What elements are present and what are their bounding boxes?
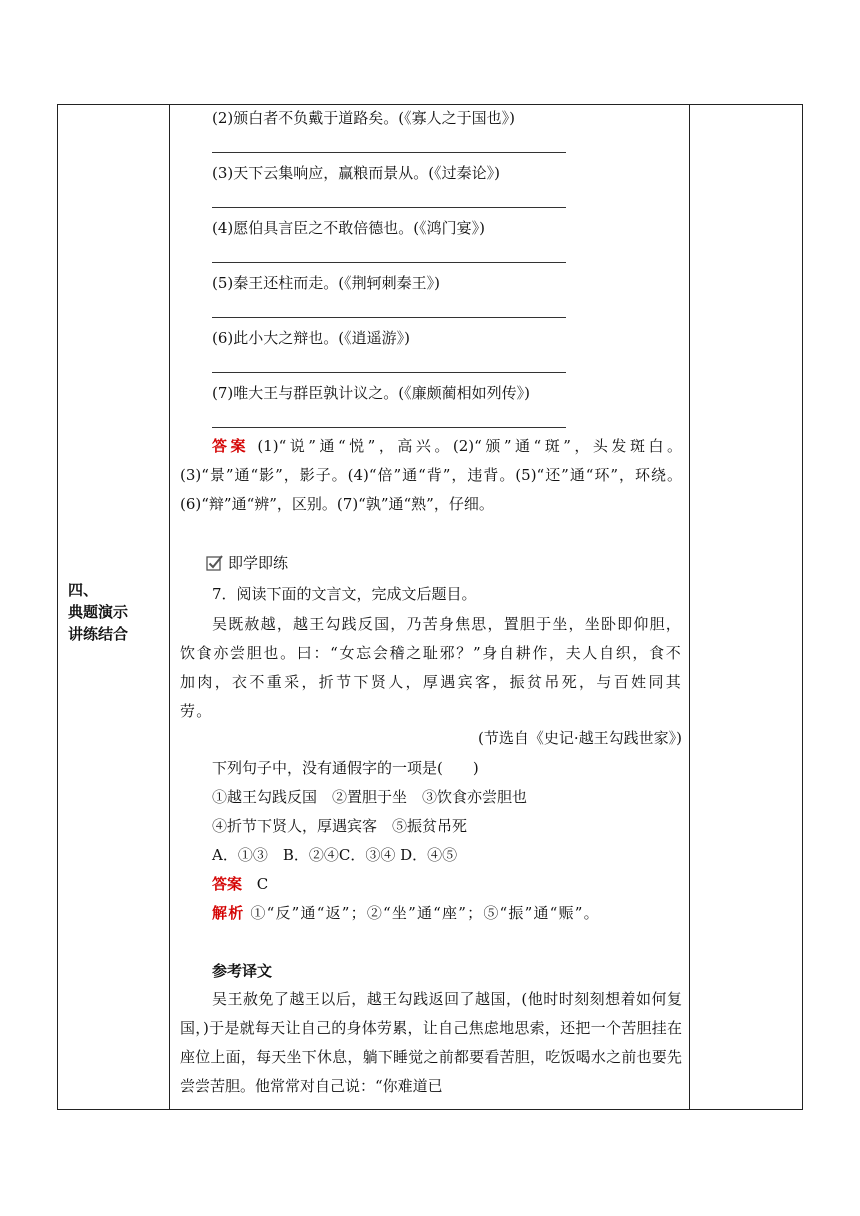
q7-analysis-text: ①“反”通“返”；②“坐”通“座”；⑤“振”通“赈”。 <box>250 904 600 922</box>
answer-blank-3 <box>212 207 566 208</box>
q7-answer-label: 答案 <box>212 875 243 893</box>
section-label <box>68 579 128 645</box>
answer-blank-5 <box>212 317 566 318</box>
q7-answer <box>212 873 268 895</box>
answer-label: 答案 <box>212 437 250 455</box>
q7-stem: 下列句子中，没有通假字的一项是( ) <box>212 759 479 777</box>
answer-block-1 <box>180 432 682 519</box>
section-column <box>58 105 170 1109</box>
practice-heading <box>206 552 288 573</box>
q7-choices: A．①③ B．②④C．③④ D．④⑤ <box>212 846 458 864</box>
practice-label: 即学即练 <box>228 554 289 572</box>
answer-blank-2 <box>212 152 566 153</box>
q7-passage: 吴既赦越，越王勾践反国，乃苦身焦思，置胆于坐，坐卧即仰胆，饮食亦尝胆也。曰：“女忘会稽之耻邪？”身自耕作，夫人自织，食不加肉，衣不重采，折节下贤人，厚遇宾客，振贫吊死，与百姓同其劳。 <box>180 615 682 720</box>
translation-heading: 参考译文 <box>212 962 273 980</box>
q7-answer-value: C <box>256 875 269 893</box>
q7-source: (节选自《史记·越王勾践世家》) <box>478 729 682 747</box>
section-number: 四、 <box>68 581 99 599</box>
question-6: (6)此小大之辩也。(《逍遥游》) <box>212 329 410 347</box>
lesson-table <box>57 104 803 1110</box>
question-3: (3)天下云集响应，赢粮而景从。(《过秦论》) <box>212 164 500 182</box>
question-4: (4)愿伯具言臣之不敢倍德也。(《鸿门宴》) <box>212 219 485 237</box>
notes-column <box>690 105 802 1109</box>
q7-options-line1: ①越王勾践反国 ②置胆于坐 ③饮食亦尝胆也 <box>212 788 528 806</box>
q7-prompt: 7．阅读下面的文言文，完成文后题目。 <box>212 585 477 603</box>
answer-blank-4 <box>212 262 566 263</box>
question-2: (2)颁白者不负戴于道路矣。(《寡人之于国也》) <box>212 109 515 127</box>
translation-text: 吴王赦免了越王以后，越王勾践返回了越国，(他时时刻刻想着如何复国，)于是就每天让自己的身体劳累，让自己焦虑地思索，还把一个苦胆挂在座位上面，每天坐下休息，躺下睡觉之前都要看苦胆，吃饭喝水之前也要先尝尝苦胆。他常常对自己说：“你难道已 <box>180 990 682 1095</box>
section-title-line2: 讲练结合 <box>68 625 129 643</box>
answer-blank-6 <box>212 372 566 373</box>
q7-analysis-label: 解析 <box>212 904 245 922</box>
question-7: (7)唯大王与群臣孰计议之。(《廉颇蔺相如列传》) <box>212 384 530 402</box>
q7-analysis <box>180 899 682 928</box>
q7-options-line2: ④折节下贤人，厚遇宾客 ⑤振贫吊死 <box>212 817 468 835</box>
answer-blank-7 <box>212 427 566 428</box>
content-column <box>170 105 690 1109</box>
question-5: (5)秦王还柱而走。(《荆轲刺秦王》) <box>212 274 440 292</box>
answer-text: (1)“说”通“悦”，高兴。(2)“颁”通“斑”，头发斑白。(3)“景”通“影”，影子。(4)“倍”通“背”，违背。(5)“还”通“环”，环绕。(6)“辩”通“辨”，区别。(7)“孰”通“熟”，仔细。 <box>180 437 682 513</box>
checkbox-pencil-icon <box>206 554 224 572</box>
section-title-line1: 典题演示 <box>68 603 129 621</box>
